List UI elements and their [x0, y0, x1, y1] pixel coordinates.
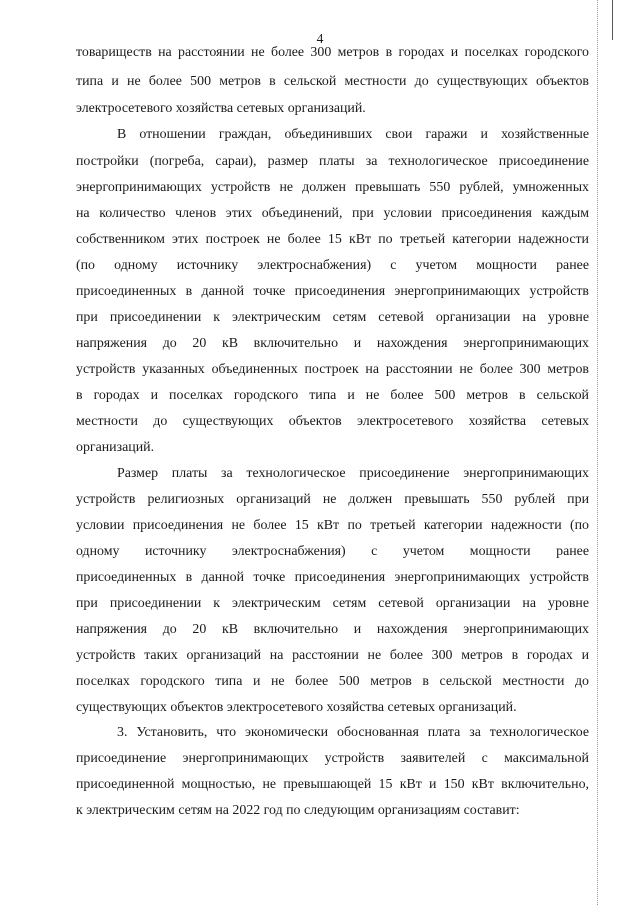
text-line: присоединенной мощностью, не превышающей 15 кВт и 150 кВт включительно, — [76, 777, 589, 792]
text-line: Размер платы за технологическое присоединение энергопринимающих — [117, 466, 589, 481]
text-line: устройств религиозных организаций не должен превышать 550 рублей при — [76, 492, 589, 507]
text-line: энергопринимающих устройств не должен превышать 550 рублей, умноженных — [76, 180, 589, 195]
text-line: к электрическим сетям на 2022 год по следующим организациям составит: — [76, 803, 520, 818]
text-line: одному источнику электроснабжения) с учетом мощности ранее — [76, 544, 589, 559]
text-line: В отношении граждан, объединивших свои гаражи и хозяйственные — [117, 127, 589, 142]
text-line: в городах и поселках городского типа и не более 500 метров в сельской — [76, 388, 589, 403]
text-line: на количество членов этих объединений, при условии присоединения каждым — [76, 206, 589, 221]
text-line: напряжения до 20 кВ включительно и нахождения энергопринимающих — [76, 622, 589, 637]
text-line: местности до существующих объектов электросетевого хозяйства сетевых — [76, 414, 589, 429]
text-line: товариществ на расстоянии не более 300 метров в городах и поселках городского — [76, 45, 589, 60]
text-line: организаций. — [76, 440, 155, 455]
text-line: условии присоединения не более 15 кВт по третьей категории надежности (по — [76, 518, 589, 533]
page-number: 4 — [316, 31, 324, 46]
text-line: напряжения до 20 кВ включительно и нахождения энергопринимающих — [76, 336, 589, 351]
text-line: при присоединении к электрическим сетям сетевой организации на уровне — [76, 596, 589, 611]
text-line: присоединение энергопринимающих устройств заявителей с максимальной — [76, 751, 589, 766]
text-line: типа и не более 500 метров в сельской местности до существующих объектов — [76, 74, 589, 89]
scan-edge-right — [597, 0, 598, 905]
text-line: присоединенных в данной точке присоединения энергопринимающих устройств — [76, 284, 589, 299]
text-line: при присоединении к электрическим сетям сетевой организации на уровне — [76, 310, 589, 325]
text-line: присоединенных в данной точке присоединения энергопринимающих устройств — [76, 570, 589, 585]
text-line: поселках городского типа и не более 500 метров в сельской местности до — [76, 674, 589, 689]
text-line: постройки (погреба, сараи), размер платы за технологическое присоединение — [76, 154, 589, 169]
text-line: устройств указанных объединенных построек на расстоянии не более 300 метров — [76, 362, 589, 377]
text-line: 3. Установить, что экономически обоснованная плата за технологическое — [117, 725, 589, 740]
text-line: (по одному источнику электроснабжения) с учетом мощности ранее — [76, 258, 589, 273]
text-line: устройств таких организаций на расстоянии не более 300 метров в городах и — [76, 648, 589, 663]
text-line: электросетевого хозяйства сетевых организаций. — [76, 101, 366, 116]
text-line: существующих объектов электросетевого хозяйства сетевых организаций. — [76, 700, 517, 715]
text-line: собственником этих построек не более 15 кВт по третьей категории надежности — [76, 232, 589, 247]
